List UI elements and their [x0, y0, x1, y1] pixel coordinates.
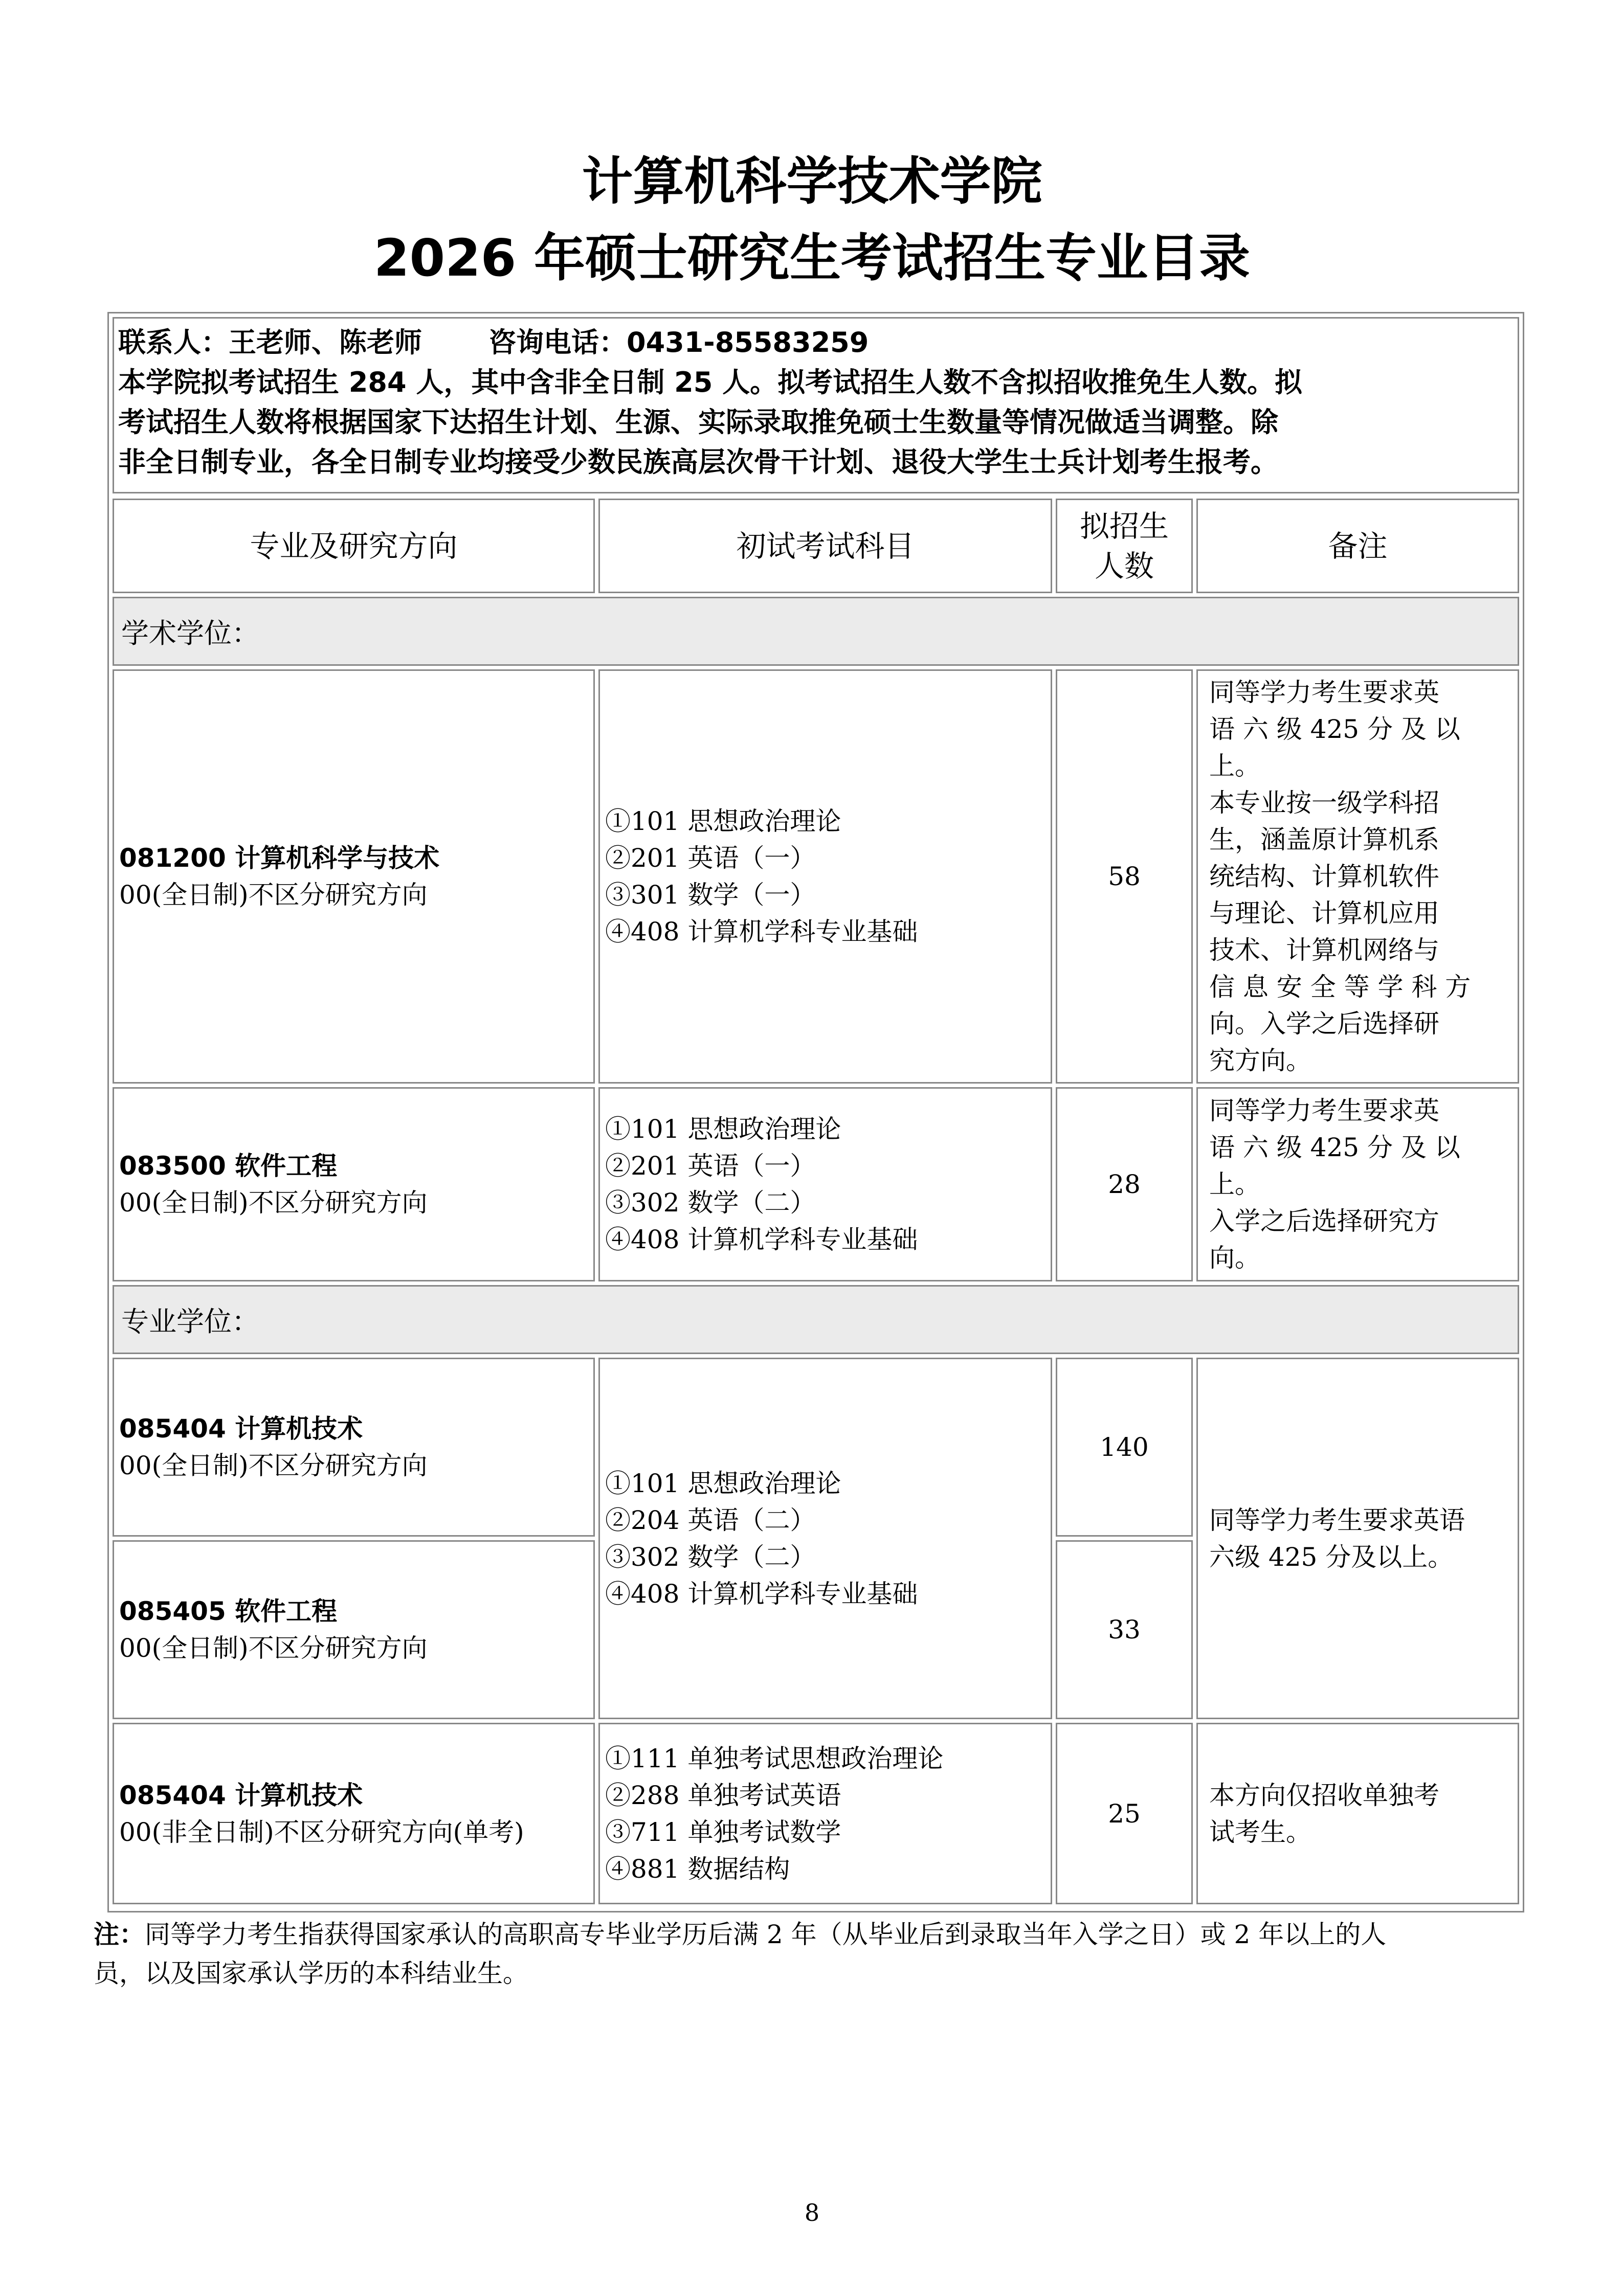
remark-line: 本方向仅招收单独考 — [1209, 1780, 1439, 1810]
section-professional: 专业学位： — [113, 1285, 1519, 1354]
remark-line: 向。 — [1209, 1243, 1260, 1273]
remark-line: 上。 — [1209, 751, 1260, 781]
remark-line: 统结构、计算机软件 — [1209, 862, 1439, 891]
table-row — [113, 1358, 595, 1537]
major-code: 085404 计算机技术 — [119, 1780, 363, 1810]
footnote — [94, 1915, 1536, 1993]
header-quota-line1: 拟招生 — [1079, 508, 1169, 544]
exam-subjects — [598, 669, 1052, 1084]
contact-line — [118, 323, 1514, 363]
subject-item: ③302 数学（二） — [605, 1542, 816, 1572]
major-direction: 00(全日制)不区分研究方向 — [119, 1633, 428, 1663]
page-number: 8 — [804, 2199, 820, 2226]
remark-line: 语 六 级 425 分 及 以 — [1209, 1133, 1460, 1162]
subject-item: ①101 思想政治理论 — [605, 1468, 841, 1498]
table-row — [113, 1723, 595, 1904]
header-subjects: 初试考试科目 — [598, 499, 1052, 593]
remark-line: 同等学力考生要求英 — [1209, 1096, 1439, 1126]
footnote-label: 注： — [94, 1920, 145, 1949]
major-code: 085405 软件工程 — [119, 1596, 338, 1626]
footnote-line: 员，以及国家承认学历的本科结业生。 — [94, 1959, 528, 1988]
remark-line: 信 息 安 全 等 学 科 方 — [1209, 972, 1471, 1002]
subject-item: ②288 单独考试英语 — [605, 1780, 841, 1810]
subject-item: ②204 英语（二） — [605, 1505, 816, 1535]
exam-subjects — [598, 1723, 1052, 1904]
footnote-line — [94, 1915, 1536, 1954]
intro-desc-line: 考试招生人数将根据国家下达招生计划、生源、实际录取推免硕士生数量等情况做适当调整。除 — [118, 406, 1278, 438]
header-remarks: 备注 — [1196, 499, 1519, 593]
remarks-cell — [1196, 1358, 1519, 1719]
exam-subjects — [598, 1087, 1052, 1281]
document-subtitle: 2026 年硕士研究生考试招生专业目录 — [373, 228, 1251, 288]
remarks-cell — [1196, 669, 1519, 1084]
header-quota — [1056, 499, 1193, 593]
footnote-text: 同等学力考生指获得国家承认的高职高专毕业学历后满 2 年（从毕业后到录取当年入学之日）或 2 年以上的人 — [145, 1920, 1387, 1949]
subject-item: ①101 思想政治理论 — [605, 1114, 841, 1144]
table-row — [113, 1087, 595, 1281]
major-code: 085404 计算机技术 — [119, 1414, 363, 1444]
major-direction: 00(全日制)不区分研究方向 — [119, 1451, 428, 1480]
contact-person: 联系人：王老师、陈老师 — [118, 326, 422, 358]
subject-item: ①101 思想政治理论 — [605, 806, 841, 836]
remark-line: 与理论、计算机应用 — [1209, 898, 1439, 928]
document-title: 计算机科学技术学院 — [582, 151, 1042, 211]
quota-value: 140 — [1056, 1358, 1193, 1537]
remark-line: 生，涵盖原计算机系 — [1209, 825, 1439, 854]
contact-phone: 咨询电话：0431-85583259 — [488, 326, 869, 358]
subject-item: ②201 英语（一） — [605, 843, 816, 873]
quota-value: 25 — [1056, 1723, 1193, 1904]
table-row — [113, 1540, 595, 1719]
remark-line: 语 六 级 425 分 及 以 — [1209, 714, 1460, 744]
quota-value: 28 — [1056, 1087, 1193, 1281]
remark-line: 究方向。 — [1209, 1046, 1311, 1075]
remark-line: 上。 — [1209, 1169, 1260, 1199]
intro-block — [113, 317, 1519, 493]
intro-desc-line: 本学院拟考试招生 284 人，其中含非全日制 25 人。拟考试招生人数不含拟招收推免生人数。拟 — [118, 366, 1303, 398]
subject-item: ③301 数学（一） — [605, 880, 816, 910]
major-direction: 00(全日制)不区分研究方向 — [119, 1188, 428, 1218]
remark-line: 入学之后选择研究方 — [1209, 1206, 1439, 1236]
remark-line: 六级 425 分及以上。 — [1209, 1542, 1454, 1572]
remarks-cell — [1196, 1723, 1519, 1904]
remark-line: 同等学力考生要求英 — [1209, 678, 1439, 707]
exam-subjects — [598, 1358, 1052, 1719]
subject-item: ④408 计算机学科专业基础 — [605, 917, 918, 947]
subject-item: ④881 数据结构 — [605, 1854, 790, 1884]
subject-item: ②201 英语（一） — [605, 1151, 816, 1181]
remark-line: 本专业按一级学科招 — [1209, 788, 1439, 818]
subject-item: ④408 计算机学科专业基础 — [605, 1225, 918, 1254]
subject-item: ①111 单独考试思想政治理论 — [605, 1743, 944, 1773]
remark-line: 技术、计算机网络与 — [1209, 935, 1439, 965]
remarks-cell — [1196, 1087, 1519, 1281]
quota-value: 58 — [1056, 669, 1193, 1084]
header-quota-line2: 人数 — [1094, 548, 1154, 583]
subject-item: ③302 数学（二） — [605, 1188, 816, 1218]
remark-line: 试考生。 — [1209, 1817, 1311, 1847]
subject-item: ④408 计算机学科专业基础 — [605, 1579, 918, 1609]
major-code: 083500 软件工程 — [119, 1151, 338, 1181]
major-code: 081200 计算机科学与技术 — [119, 843, 440, 873]
remark-line: 同等学力考生要求英语 — [1209, 1505, 1465, 1535]
major-direction: 00(非全日制)不区分研究方向(单考) — [119, 1817, 524, 1847]
section-academic: 学术学位： — [113, 597, 1519, 666]
table-row — [113, 669, 595, 1084]
header-major: 专业及研究方向 — [113, 499, 595, 593]
major-direction: 00(全日制)不区分研究方向 — [119, 880, 428, 910]
intro-desc-line: 非全日制专业，各全日制专业均接受少数民族高层次骨干计划、退役大学生士兵计划考生报考。 — [118, 446, 1278, 478]
quota-value: 33 — [1056, 1540, 1193, 1719]
remark-line: 向。入学之后选择研 — [1209, 1009, 1439, 1039]
subject-item: ③711 单独考试数学 — [605, 1817, 841, 1847]
